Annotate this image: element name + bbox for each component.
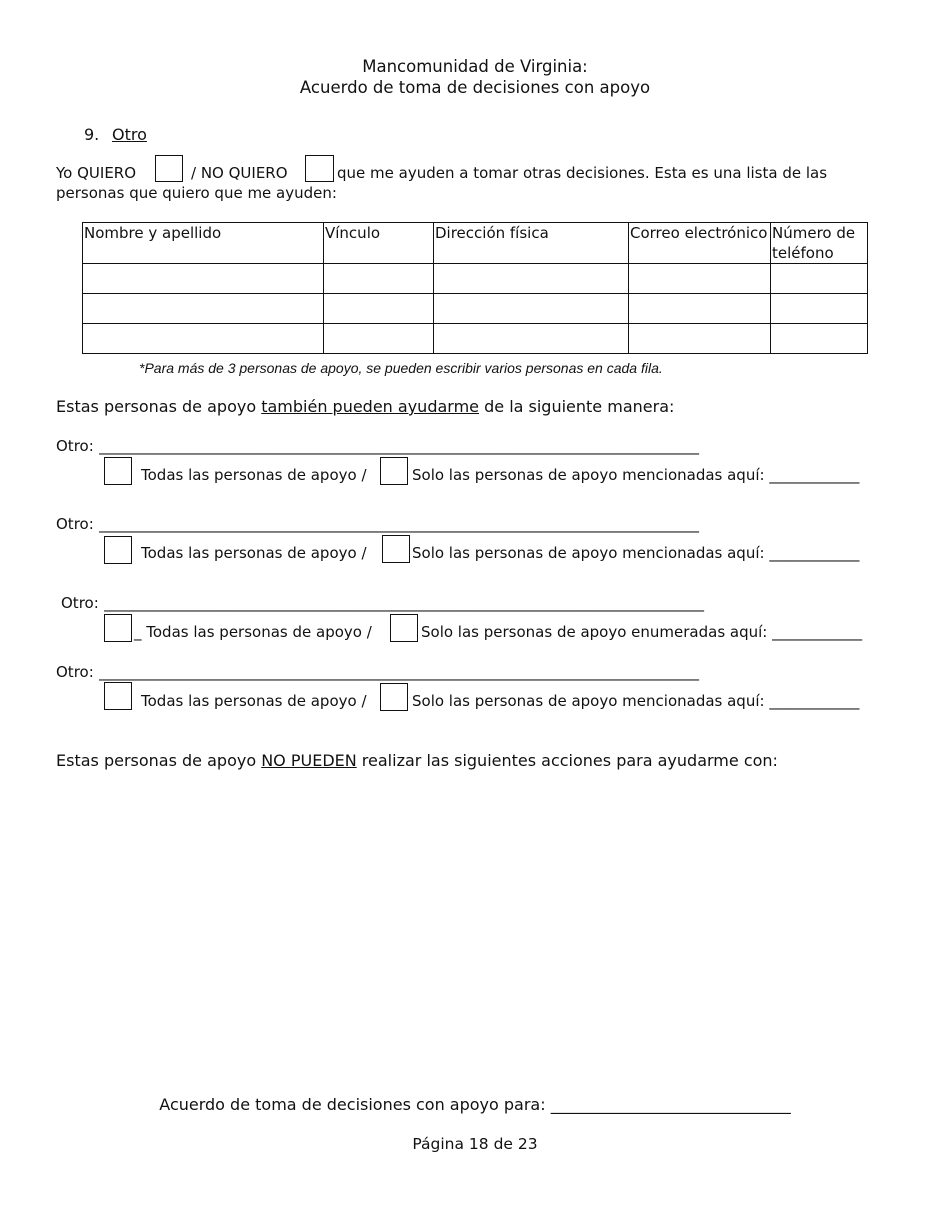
table-row (83, 264, 868, 294)
yo-quiero-checkbox[interactable] (155, 155, 183, 182)
all-support-checkbox[interactable] (104, 614, 132, 642)
otro-label: Otro: (61, 594, 99, 612)
table-cell[interactable] (324, 264, 434, 294)
table-cell[interactable] (629, 324, 771, 354)
otro-label: Otro: (56, 437, 94, 455)
cannot-suffix: realizar las siguientes acciones para ayudarme con: (356, 751, 778, 770)
only-listed-label: Solo las personas de apoyo enumeradas aquí: ____________ (421, 623, 863, 641)
table-cell[interactable] (83, 324, 324, 354)
page-number: Página 18 de 23 (412, 1135, 538, 1153)
table-cell[interactable] (629, 294, 771, 324)
table-note: *Para más de 3 personas de apoyo, se pueden escribir varios personas en cada fila. (139, 360, 663, 376)
also-help-suffix: de la siguiente manera: (479, 397, 675, 416)
table-cell[interactable] (771, 324, 868, 354)
section-number: 9. (84, 125, 100, 144)
otro-line[interactable]: ________________________________________________________________________________ (99, 437, 699, 455)
no-quiero-checkbox[interactable] (305, 155, 334, 182)
section-title: Otro (112, 125, 147, 144)
header-correo: Correo electrónico (629, 223, 771, 264)
all-support-label: Todas las personas de apoyo / (141, 466, 367, 484)
cannot-statement (56, 751, 778, 770)
table-cell[interactable] (434, 294, 629, 324)
yo-quiero-label: Yo QUIERO (56, 164, 137, 182)
document-title: Mancomunidad de Virginia: (362, 57, 588, 76)
otro-label: Otro: (56, 663, 94, 681)
table-cell[interactable] (771, 264, 868, 294)
header-nombre: Nombre y apellido (83, 223, 324, 264)
cannot-underlined: NO PUEDEN (261, 751, 357, 770)
only-listed-checkbox[interactable] (382, 535, 410, 563)
table-cell[interactable] (83, 294, 324, 324)
table-cell[interactable] (324, 324, 434, 354)
all-support-label: _ Todas las personas de apoyo / (134, 623, 372, 641)
all-support-checkbox[interactable] (104, 682, 132, 710)
also-help-prefix: Estas personas de apoyo (56, 397, 262, 416)
table-cell[interactable] (434, 264, 629, 294)
only-listed-label: Solo las personas de apoyo mencionadas aquí: ____________ (412, 466, 860, 484)
only-listed-label: Solo las personas de apoyo mencionadas aquí: ____________ (412, 544, 860, 562)
support-people-table (82, 222, 868, 354)
document-subtitle: Acuerdo de toma de decisiones con apoyo (299, 78, 651, 97)
header-vinculo: Vínculo (324, 223, 434, 264)
no-quiero-label: / NO QUIERO (191, 164, 288, 182)
only-listed-label: Solo las personas de apoyo mencionadas aquí: ____________ (412, 692, 860, 710)
table-cell[interactable] (629, 264, 771, 294)
all-support-checkbox[interactable] (104, 536, 132, 564)
also-help-underlined: también pueden ayudarme (261, 397, 480, 416)
otro-line[interactable]: ________________________________________________________________________________ (99, 663, 699, 681)
all-support-checkbox[interactable] (104, 457, 132, 485)
table-cell[interactable] (324, 294, 434, 324)
only-listed-checkbox[interactable] (380, 683, 408, 711)
table-header-row (83, 223, 868, 264)
choice-text-line2: personas que quiero que me ayuden: (56, 184, 337, 202)
otro-label: Otro: (56, 515, 94, 533)
table-row (83, 294, 868, 324)
otro-line[interactable]: ________________________________________________________________________________ (99, 515, 699, 533)
table-cell[interactable] (83, 264, 324, 294)
choice-text-line1: que me ayuden a tomar otras decisiones. Esta es una lista de las (337, 164, 828, 182)
only-listed-checkbox[interactable] (380, 457, 408, 485)
otro-line[interactable]: ________________________________________________________________________________ (104, 594, 704, 612)
header-telefono: Número de teléfono (771, 223, 868, 264)
cannot-prefix: Estas personas de apoyo (56, 751, 262, 770)
all-support-label: Todas las personas de apoyo / (141, 692, 367, 710)
header-direccion: Dirección física (434, 223, 629, 264)
only-listed-checkbox[interactable] (390, 614, 418, 642)
also-help-statement (56, 397, 674, 416)
table-cell[interactable] (771, 294, 868, 324)
table-row (83, 324, 868, 354)
table-cell[interactable] (434, 324, 629, 354)
all-support-label: Todas las personas de apoyo / (141, 544, 367, 562)
agreement-for-line: Acuerdo de toma de decisiones con apoyo para: ______________________________ (159, 1095, 791, 1114)
